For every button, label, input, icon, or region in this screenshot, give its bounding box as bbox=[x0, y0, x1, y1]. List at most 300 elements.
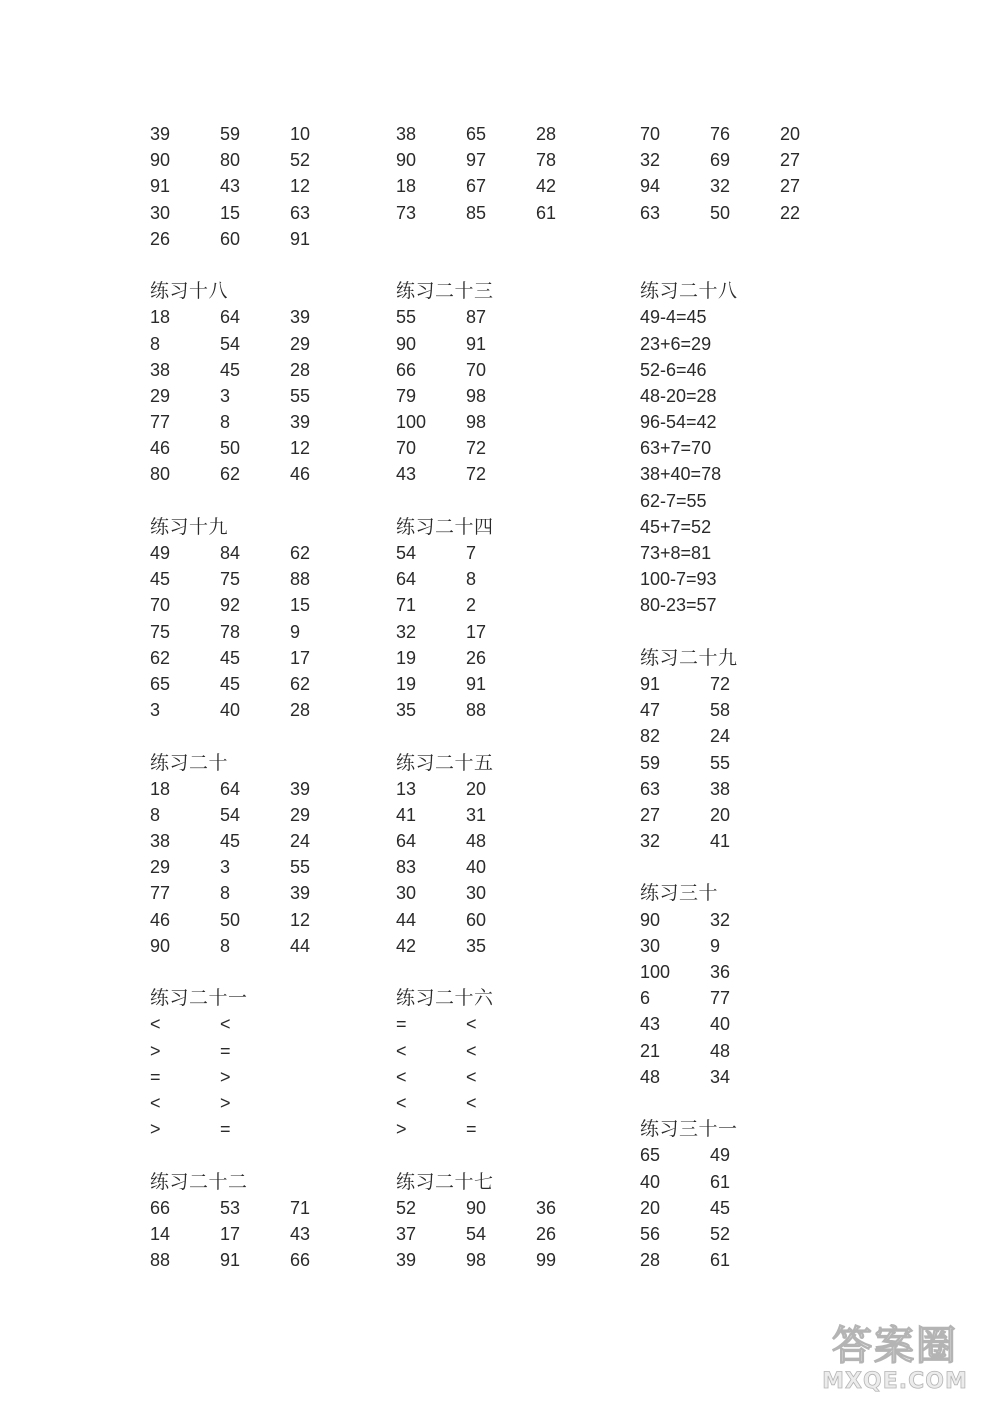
answer-row bbox=[150, 200, 390, 226]
answer-value: 50 bbox=[710, 202, 731, 223]
answer-value: 21 bbox=[640, 1040, 661, 1061]
answer-value: 9 bbox=[710, 935, 721, 956]
answer-value: 91 bbox=[640, 673, 661, 694]
answer-value: > bbox=[220, 1066, 231, 1087]
answer-value: 29 bbox=[290, 804, 311, 825]
answer-row bbox=[150, 1195, 390, 1221]
answer-value: 60 bbox=[466, 909, 487, 930]
answer-row bbox=[150, 880, 390, 906]
answer-value: < bbox=[220, 1014, 231, 1035]
answer-row bbox=[640, 383, 880, 409]
answer-row bbox=[396, 1090, 636, 1116]
section-spacer bbox=[150, 959, 390, 985]
answer-value: 19 bbox=[396, 647, 417, 668]
answer-value: 12 bbox=[290, 909, 311, 930]
answer-row bbox=[640, 1038, 880, 1064]
answer-row bbox=[640, 226, 880, 252]
answer-value: 12 bbox=[290, 176, 311, 197]
answer-row bbox=[640, 200, 880, 226]
answer-value: 38 bbox=[396, 124, 417, 144]
answer-row bbox=[150, 304, 390, 330]
answer-value: 38 bbox=[150, 831, 171, 852]
answer-value: 65 bbox=[150, 673, 171, 694]
answer-value: 26 bbox=[466, 647, 487, 668]
answer-value: 58 bbox=[710, 700, 731, 721]
answer-row bbox=[396, 697, 636, 723]
answer-row bbox=[150, 566, 390, 592]
answer-value: 27 bbox=[780, 150, 801, 171]
answer-value: 2 bbox=[466, 595, 477, 616]
answer-value: > bbox=[396, 1119, 407, 1140]
answer-value: 63 bbox=[640, 202, 661, 223]
answer-value: 96-54=42 bbox=[640, 412, 717, 433]
answer-value: 17 bbox=[290, 647, 311, 668]
answer-value: 78 bbox=[220, 621, 241, 642]
watermark bbox=[820, 1323, 970, 1395]
answer-value: 17 bbox=[220, 1223, 241, 1244]
answer-value: 62-7=55 bbox=[640, 490, 707, 511]
answer-row bbox=[150, 828, 390, 854]
answer-value: 64 bbox=[220, 778, 241, 799]
answer-value: 27 bbox=[780, 176, 801, 197]
answer-row bbox=[150, 435, 390, 461]
answer-row bbox=[150, 383, 390, 409]
answer-value: 91 bbox=[290, 228, 311, 249]
answer-value: 42 bbox=[396, 935, 417, 956]
answer-value: < bbox=[150, 1092, 161, 1113]
answer-value: 56 bbox=[640, 1223, 661, 1244]
section-spacer bbox=[396, 959, 636, 985]
answer-value: 76 bbox=[710, 124, 731, 144]
answer-value: 38 bbox=[710, 778, 731, 799]
answer-value: 91 bbox=[150, 176, 171, 197]
exercise-title: 练习十八 bbox=[150, 280, 229, 303]
answer-value: 55 bbox=[290, 385, 311, 406]
answer-value: 90 bbox=[466, 1197, 487, 1218]
answer-row bbox=[396, 907, 636, 933]
answer-row bbox=[396, 671, 636, 697]
exercise-title: 练习三十一 bbox=[640, 1118, 738, 1141]
answer-value: 48-20=28 bbox=[640, 385, 717, 406]
answer-value: 36 bbox=[710, 962, 731, 982]
answer-row bbox=[150, 1038, 390, 1064]
answer-value: 52 bbox=[290, 150, 311, 171]
answer-value: 98 bbox=[466, 1250, 487, 1271]
answer-value: 40 bbox=[466, 857, 487, 878]
answer-row bbox=[150, 619, 390, 645]
answer-row bbox=[150, 357, 390, 383]
answer-row bbox=[396, 933, 636, 959]
answer-row bbox=[150, 461, 390, 487]
answer-value: = bbox=[150, 1066, 161, 1087]
answer-row bbox=[150, 540, 390, 566]
answer-value: 72 bbox=[466, 464, 487, 485]
answer-value: 48 bbox=[640, 1066, 661, 1087]
section-spacer bbox=[640, 252, 880, 278]
answer-value: 26 bbox=[536, 1223, 557, 1244]
answer-value: 45 bbox=[220, 673, 241, 694]
answer-value: 15 bbox=[220, 202, 241, 223]
answer-row bbox=[150, 121, 390, 147]
answer-row bbox=[640, 304, 880, 330]
exercise-title: 练习二十 bbox=[150, 751, 229, 774]
answer-value: 77 bbox=[710, 988, 731, 1009]
answer-value: < bbox=[396, 1040, 407, 1061]
answer-value: 60 bbox=[220, 228, 241, 249]
answer-value: 28 bbox=[536, 124, 557, 144]
answer-row bbox=[396, 1011, 636, 1037]
answer-value: 64 bbox=[396, 569, 417, 590]
answer-row bbox=[640, 907, 880, 933]
answer-value: 53 bbox=[220, 1197, 241, 1218]
answer-row bbox=[396, 1195, 636, 1221]
answer-value: 28 bbox=[640, 1250, 661, 1271]
answer-row bbox=[396, 619, 636, 645]
answer-row bbox=[396, 461, 636, 487]
answer-value: 45 bbox=[220, 831, 241, 852]
answer-value: 63 bbox=[290, 202, 311, 223]
answer-row bbox=[150, 1116, 390, 1142]
answer-value: 90 bbox=[396, 333, 417, 354]
answer-value: 8 bbox=[150, 333, 161, 354]
answer-row bbox=[150, 592, 390, 618]
answer-value: 20 bbox=[780, 124, 801, 144]
answer-value: 75 bbox=[220, 569, 241, 590]
answer-row bbox=[396, 540, 636, 566]
exercise-title: 练习二十六 bbox=[396, 987, 494, 1010]
answer-value: 6 bbox=[640, 988, 651, 1009]
answer-value: 55 bbox=[710, 752, 731, 773]
answer-value: 91 bbox=[466, 673, 487, 694]
answer-value: 7 bbox=[466, 543, 477, 563]
answer-row bbox=[396, 435, 636, 461]
answer-value: 29 bbox=[290, 333, 311, 354]
answer-value: 44 bbox=[290, 935, 311, 956]
answer-value: 55 bbox=[396, 307, 417, 328]
answer-row bbox=[640, 147, 880, 173]
answer-value: 30 bbox=[396, 883, 417, 904]
answer-value: 19 bbox=[396, 673, 417, 694]
answer-value: 50 bbox=[220, 438, 241, 459]
answer-value: 45 bbox=[220, 359, 241, 380]
answer-value: 90 bbox=[150, 935, 171, 956]
answer-value: 91 bbox=[220, 1250, 241, 1271]
answer-value: 63+7=70 bbox=[640, 438, 712, 459]
answer-row bbox=[150, 907, 390, 933]
answer-row bbox=[640, 461, 880, 487]
answer-row bbox=[396, 409, 636, 435]
answer-value: 45 bbox=[150, 569, 171, 590]
answer-value: > bbox=[150, 1040, 161, 1061]
answer-value: 32 bbox=[710, 176, 731, 197]
answer-value: 88 bbox=[150, 1250, 171, 1271]
answer-row bbox=[640, 1169, 880, 1195]
answer-row bbox=[150, 671, 390, 697]
answer-value: 71 bbox=[396, 595, 417, 616]
exercise-title: 练习二十一 bbox=[150, 987, 248, 1010]
answer-value: 97 bbox=[466, 150, 487, 171]
answer-value: 32 bbox=[640, 831, 661, 852]
answer-row bbox=[640, 671, 880, 697]
exercise-title: 练习二十三 bbox=[396, 280, 494, 303]
answer-value: 100 bbox=[396, 412, 427, 433]
watermark-logo: 答案圈 bbox=[832, 1322, 958, 1369]
answer-value: 47 bbox=[640, 700, 661, 721]
answer-value: 18 bbox=[396, 176, 417, 197]
answer-row bbox=[396, 1221, 636, 1247]
answer-value: 44 bbox=[396, 909, 417, 930]
answer-column-1 bbox=[150, 121, 390, 1273]
answer-row bbox=[150, 147, 390, 173]
answer-value: 85 bbox=[466, 202, 487, 223]
section-spacer bbox=[396, 488, 636, 514]
answer-value: 46 bbox=[150, 909, 171, 930]
answer-value: 66 bbox=[396, 359, 417, 380]
answer-value: 3 bbox=[220, 857, 231, 878]
answer-value: 59 bbox=[220, 124, 241, 144]
answer-row bbox=[640, 933, 880, 959]
answer-row bbox=[396, 357, 636, 383]
answer-value: 39 bbox=[290, 412, 311, 433]
section-spacer bbox=[150, 488, 390, 514]
answer-value: 100 bbox=[640, 962, 671, 982]
answer-row bbox=[640, 540, 880, 566]
answer-value: 50 bbox=[220, 909, 241, 930]
exercise-title: 练习二十八 bbox=[640, 280, 738, 303]
answer-row bbox=[396, 1247, 636, 1273]
answer-value: 18 bbox=[150, 778, 171, 799]
answer-value: 90 bbox=[396, 150, 417, 171]
answer-row bbox=[640, 566, 880, 592]
answer-value: 54 bbox=[466, 1223, 487, 1244]
answer-value: 62 bbox=[290, 543, 311, 563]
answer-row bbox=[396, 121, 636, 147]
answer-row bbox=[640, 435, 880, 461]
answer-value: 8 bbox=[220, 935, 231, 956]
answer-value: 42 bbox=[536, 176, 557, 197]
answer-value: < bbox=[396, 1092, 407, 1113]
answer-row bbox=[640, 514, 880, 540]
answer-value: 29 bbox=[150, 385, 171, 406]
answer-value: 30 bbox=[150, 202, 171, 223]
answer-row bbox=[640, 173, 880, 199]
answer-value: 43 bbox=[220, 176, 241, 197]
answer-row bbox=[150, 409, 390, 435]
section-spacer bbox=[640, 619, 880, 645]
answer-row bbox=[150, 854, 390, 880]
answer-value: 71 bbox=[290, 1197, 311, 1218]
answer-row bbox=[396, 147, 636, 173]
answer-value: 79 bbox=[396, 385, 417, 406]
answer-row bbox=[640, 723, 880, 749]
answer-value: 77 bbox=[150, 412, 171, 433]
answer-row bbox=[396, 828, 636, 854]
answer-value: 26 bbox=[150, 228, 171, 249]
answer-value: 38+40=78 bbox=[640, 464, 722, 485]
answer-value: 30 bbox=[640, 935, 661, 956]
answer-value: 80-23=57 bbox=[640, 595, 717, 616]
answer-row bbox=[640, 802, 880, 828]
answer-row bbox=[150, 645, 390, 671]
answer-value: 34 bbox=[710, 1066, 731, 1087]
answer-value: > bbox=[220, 1092, 231, 1113]
answer-row bbox=[396, 802, 636, 828]
answer-row bbox=[640, 985, 880, 1011]
answer-value: 32 bbox=[396, 621, 417, 642]
answer-value: 75 bbox=[150, 621, 171, 642]
answer-value: 67 bbox=[466, 176, 487, 197]
section-spacer bbox=[396, 1142, 636, 1168]
answer-row bbox=[150, 697, 390, 723]
answer-value: 43 bbox=[396, 464, 417, 485]
answer-value: 62 bbox=[220, 464, 241, 485]
answer-value: 49-4=45 bbox=[640, 307, 707, 328]
answer-row bbox=[396, 200, 636, 226]
answer-row bbox=[150, 331, 390, 357]
answer-value: 48 bbox=[710, 1040, 731, 1061]
answer-value: 18 bbox=[150, 307, 171, 328]
answer-value: 28 bbox=[290, 359, 311, 380]
answer-value: 45 bbox=[710, 1197, 731, 1218]
answer-row bbox=[396, 173, 636, 199]
answer-row bbox=[150, 776, 390, 802]
answer-value: 40 bbox=[640, 1171, 661, 1192]
exercise-title: 练习二十五 bbox=[396, 751, 494, 774]
section-spacer bbox=[150, 1142, 390, 1168]
section-spacer bbox=[640, 1090, 880, 1116]
answer-value: 43 bbox=[290, 1223, 311, 1244]
answer-row bbox=[396, 645, 636, 671]
answer-row bbox=[396, 226, 636, 252]
exercise-title: 练习十九 bbox=[150, 515, 229, 538]
answer-value: 65 bbox=[640, 1145, 661, 1166]
answer-row bbox=[396, 880, 636, 906]
answer-value: 92 bbox=[220, 595, 241, 616]
answer-value: < bbox=[466, 1092, 477, 1113]
section-spacer bbox=[150, 252, 390, 278]
answer-row bbox=[150, 1247, 390, 1273]
answer-value: 78 bbox=[536, 150, 557, 171]
answer-value: < bbox=[396, 1066, 407, 1087]
answer-value: 36 bbox=[536, 1197, 557, 1218]
section-spacer bbox=[396, 252, 636, 278]
answer-value: 72 bbox=[466, 438, 487, 459]
answer-value: 52 bbox=[710, 1223, 731, 1244]
answer-value: 45 bbox=[220, 647, 241, 668]
answer-value: 10 bbox=[290, 124, 311, 144]
answer-value: 72 bbox=[710, 673, 731, 694]
answer-value: 48 bbox=[466, 831, 487, 852]
answer-value: 61 bbox=[536, 202, 557, 223]
answer-row bbox=[396, 592, 636, 618]
answer-value: 69 bbox=[710, 150, 731, 171]
section-spacer bbox=[396, 723, 636, 749]
answer-value: = bbox=[220, 1119, 231, 1140]
answer-value: 29 bbox=[150, 857, 171, 878]
answer-row bbox=[396, 776, 636, 802]
answer-value: = bbox=[466, 1119, 477, 1140]
answer-value: 82 bbox=[640, 726, 661, 747]
answer-value: 30 bbox=[466, 883, 487, 904]
answer-value: 39 bbox=[290, 883, 311, 904]
answer-value: 62 bbox=[150, 647, 171, 668]
answer-value: 17 bbox=[466, 621, 487, 642]
answer-value: 91 bbox=[466, 333, 487, 354]
answer-value: 63 bbox=[640, 778, 661, 799]
answer-row bbox=[150, 1090, 390, 1116]
answer-value: 62 bbox=[290, 673, 311, 694]
answer-value: 32 bbox=[640, 150, 661, 171]
answer-value: 38 bbox=[150, 359, 171, 380]
answer-value: > bbox=[150, 1119, 161, 1140]
answer-value: 24 bbox=[290, 831, 311, 852]
answer-value: 49 bbox=[710, 1145, 731, 1166]
answer-value: < bbox=[466, 1040, 477, 1061]
answer-value: 70 bbox=[396, 438, 417, 459]
answer-value: 87 bbox=[466, 307, 487, 328]
watermark-url: MXQE.COM bbox=[822, 1369, 968, 1394]
answer-value: 80 bbox=[220, 150, 241, 171]
answer-value: 41 bbox=[396, 804, 417, 825]
answer-value: 98 bbox=[466, 412, 487, 433]
answer-value: 45+7=52 bbox=[640, 516, 712, 537]
answer-row bbox=[396, 566, 636, 592]
answer-row bbox=[640, 488, 880, 514]
answer-value: 52-6=46 bbox=[640, 359, 707, 380]
answer-row bbox=[640, 1221, 880, 1247]
answer-row bbox=[396, 331, 636, 357]
answer-value: 28 bbox=[290, 700, 311, 721]
answer-value: = bbox=[220, 1040, 231, 1061]
answer-value: 54 bbox=[220, 804, 241, 825]
answer-row bbox=[150, 226, 390, 252]
answer-row bbox=[640, 959, 880, 985]
answer-value: 39 bbox=[290, 307, 311, 328]
answer-value: 12 bbox=[290, 438, 311, 459]
answer-value: 35 bbox=[466, 935, 487, 956]
answer-row bbox=[396, 1116, 636, 1142]
answer-value: 90 bbox=[150, 150, 171, 171]
answer-row bbox=[396, 1064, 636, 1090]
answer-value: 73+8=81 bbox=[640, 543, 712, 563]
answer-row bbox=[150, 1064, 390, 1090]
section-spacer bbox=[640, 854, 880, 880]
answer-value: 32 bbox=[710, 909, 731, 930]
answer-value: 9 bbox=[290, 621, 301, 642]
exercise-title: 练习三十 bbox=[640, 882, 719, 905]
answer-value: 14 bbox=[150, 1223, 171, 1244]
answer-value: = bbox=[396, 1014, 407, 1035]
answer-row bbox=[640, 357, 880, 383]
answer-value: 84 bbox=[220, 543, 241, 563]
answer-value: 39 bbox=[150, 124, 171, 144]
answer-value: 40 bbox=[710, 1014, 731, 1035]
answer-value: 23+6=29 bbox=[640, 333, 712, 354]
answer-value: 52 bbox=[396, 1197, 417, 1218]
answer-row bbox=[396, 1038, 636, 1064]
answer-row bbox=[640, 697, 880, 723]
answer-value: 8 bbox=[150, 804, 161, 825]
answer-column-3 bbox=[640, 121, 880, 1273]
answer-value: 66 bbox=[150, 1197, 171, 1218]
answer-value: 40 bbox=[220, 700, 241, 721]
answer-value: 8 bbox=[466, 569, 477, 590]
answer-value: 46 bbox=[290, 464, 311, 485]
answer-value: 100-7=93 bbox=[640, 569, 717, 590]
answer-value: 8 bbox=[220, 883, 231, 904]
answer-row bbox=[396, 383, 636, 409]
answer-value: 59 bbox=[640, 752, 661, 773]
